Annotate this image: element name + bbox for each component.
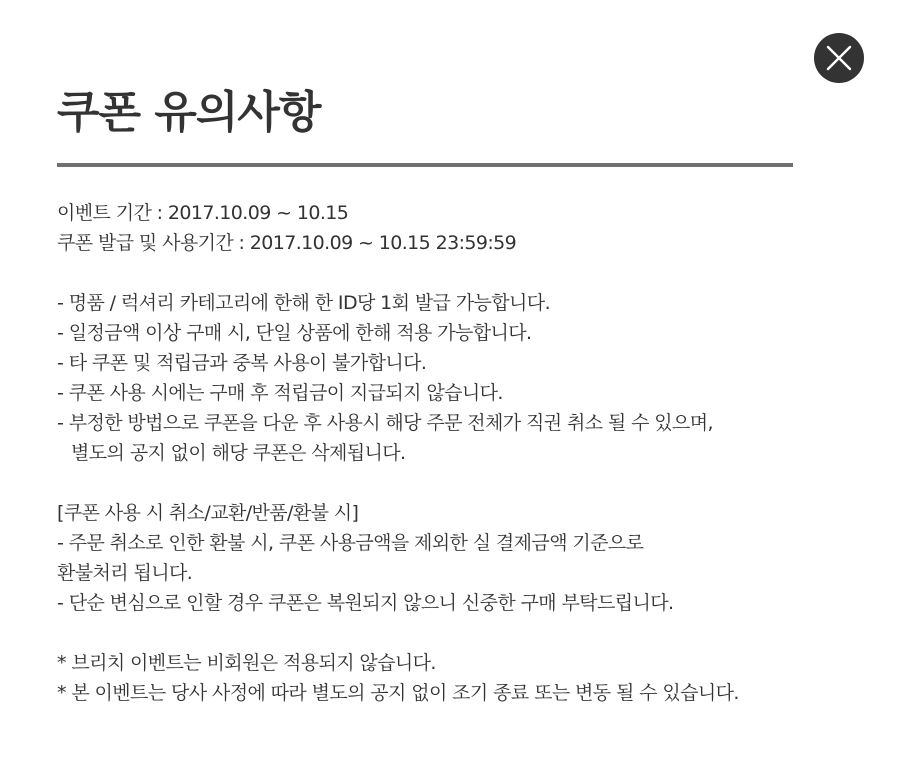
refund-line: 환불처리 됩니다. bbox=[57, 562, 193, 584]
page-title: 쿠폰 유의사항 bbox=[57, 87, 321, 138]
note-item: - 일정금액 이상 구매 시, 단일 상품에 한해 적용 가능합니다. bbox=[57, 322, 532, 344]
note-item: - 타 쿠폰 및 적립금과 중복 사용이 불가합니다. bbox=[57, 352, 427, 374]
notice-content bbox=[57, 198, 817, 708]
title-divider bbox=[57, 163, 793, 167]
note-item: - 부정한 방법으로 쿠폰을 다운 후 사용시 해당 주문 전체가 직권 취소 될 수 있으며, bbox=[57, 412, 713, 434]
note-item-continuation: 별도의 공지 없이 해당 쿠폰은 삭제됩니다. bbox=[71, 442, 406, 464]
footnote: * 본 이벤트는 당사 사정에 따라 별도의 공지 없이 조기 종료 또는 변동 될 수 있습니다. bbox=[57, 682, 739, 704]
refund-line: - 단순 변심으로 인할 경우 쿠폰은 복원되지 않으니 신중한 구매 부탁드립니다. bbox=[57, 592, 674, 614]
refund-heading: [쿠폰 사용 시 취소/교환/반품/환불 시] bbox=[57, 502, 359, 524]
footnote: * 브리치 이벤트는 비회원은 적용되지 않습니다. bbox=[57, 652, 436, 674]
close-button[interactable] bbox=[814, 33, 864, 83]
note-item: - 명품 / 럭셔리 카테고리에 한해 한 ID당 1회 발급 가능합니다. bbox=[57, 292, 551, 314]
note-item: - 쿠폰 사용 시에는 구매 후 적립금이 지급되지 않습니다. bbox=[57, 382, 503, 404]
coupon-period: 쿠폰 발급 및 사용기간 : 2017.10.09 ~ 10.15 23:59:59 bbox=[57, 232, 517, 254]
spacer bbox=[57, 258, 817, 288]
refund-line: - 주문 취소로 인한 환불 시, 쿠폰 사용금액을 제외한 실 결제금액 기준으로 bbox=[57, 532, 644, 554]
spacer bbox=[57, 468, 817, 498]
event-period: 이벤트 기간 : 2017.10.09 ~ 10.15 bbox=[57, 202, 349, 224]
spacer bbox=[57, 618, 817, 648]
close-icon bbox=[814, 33, 864, 83]
